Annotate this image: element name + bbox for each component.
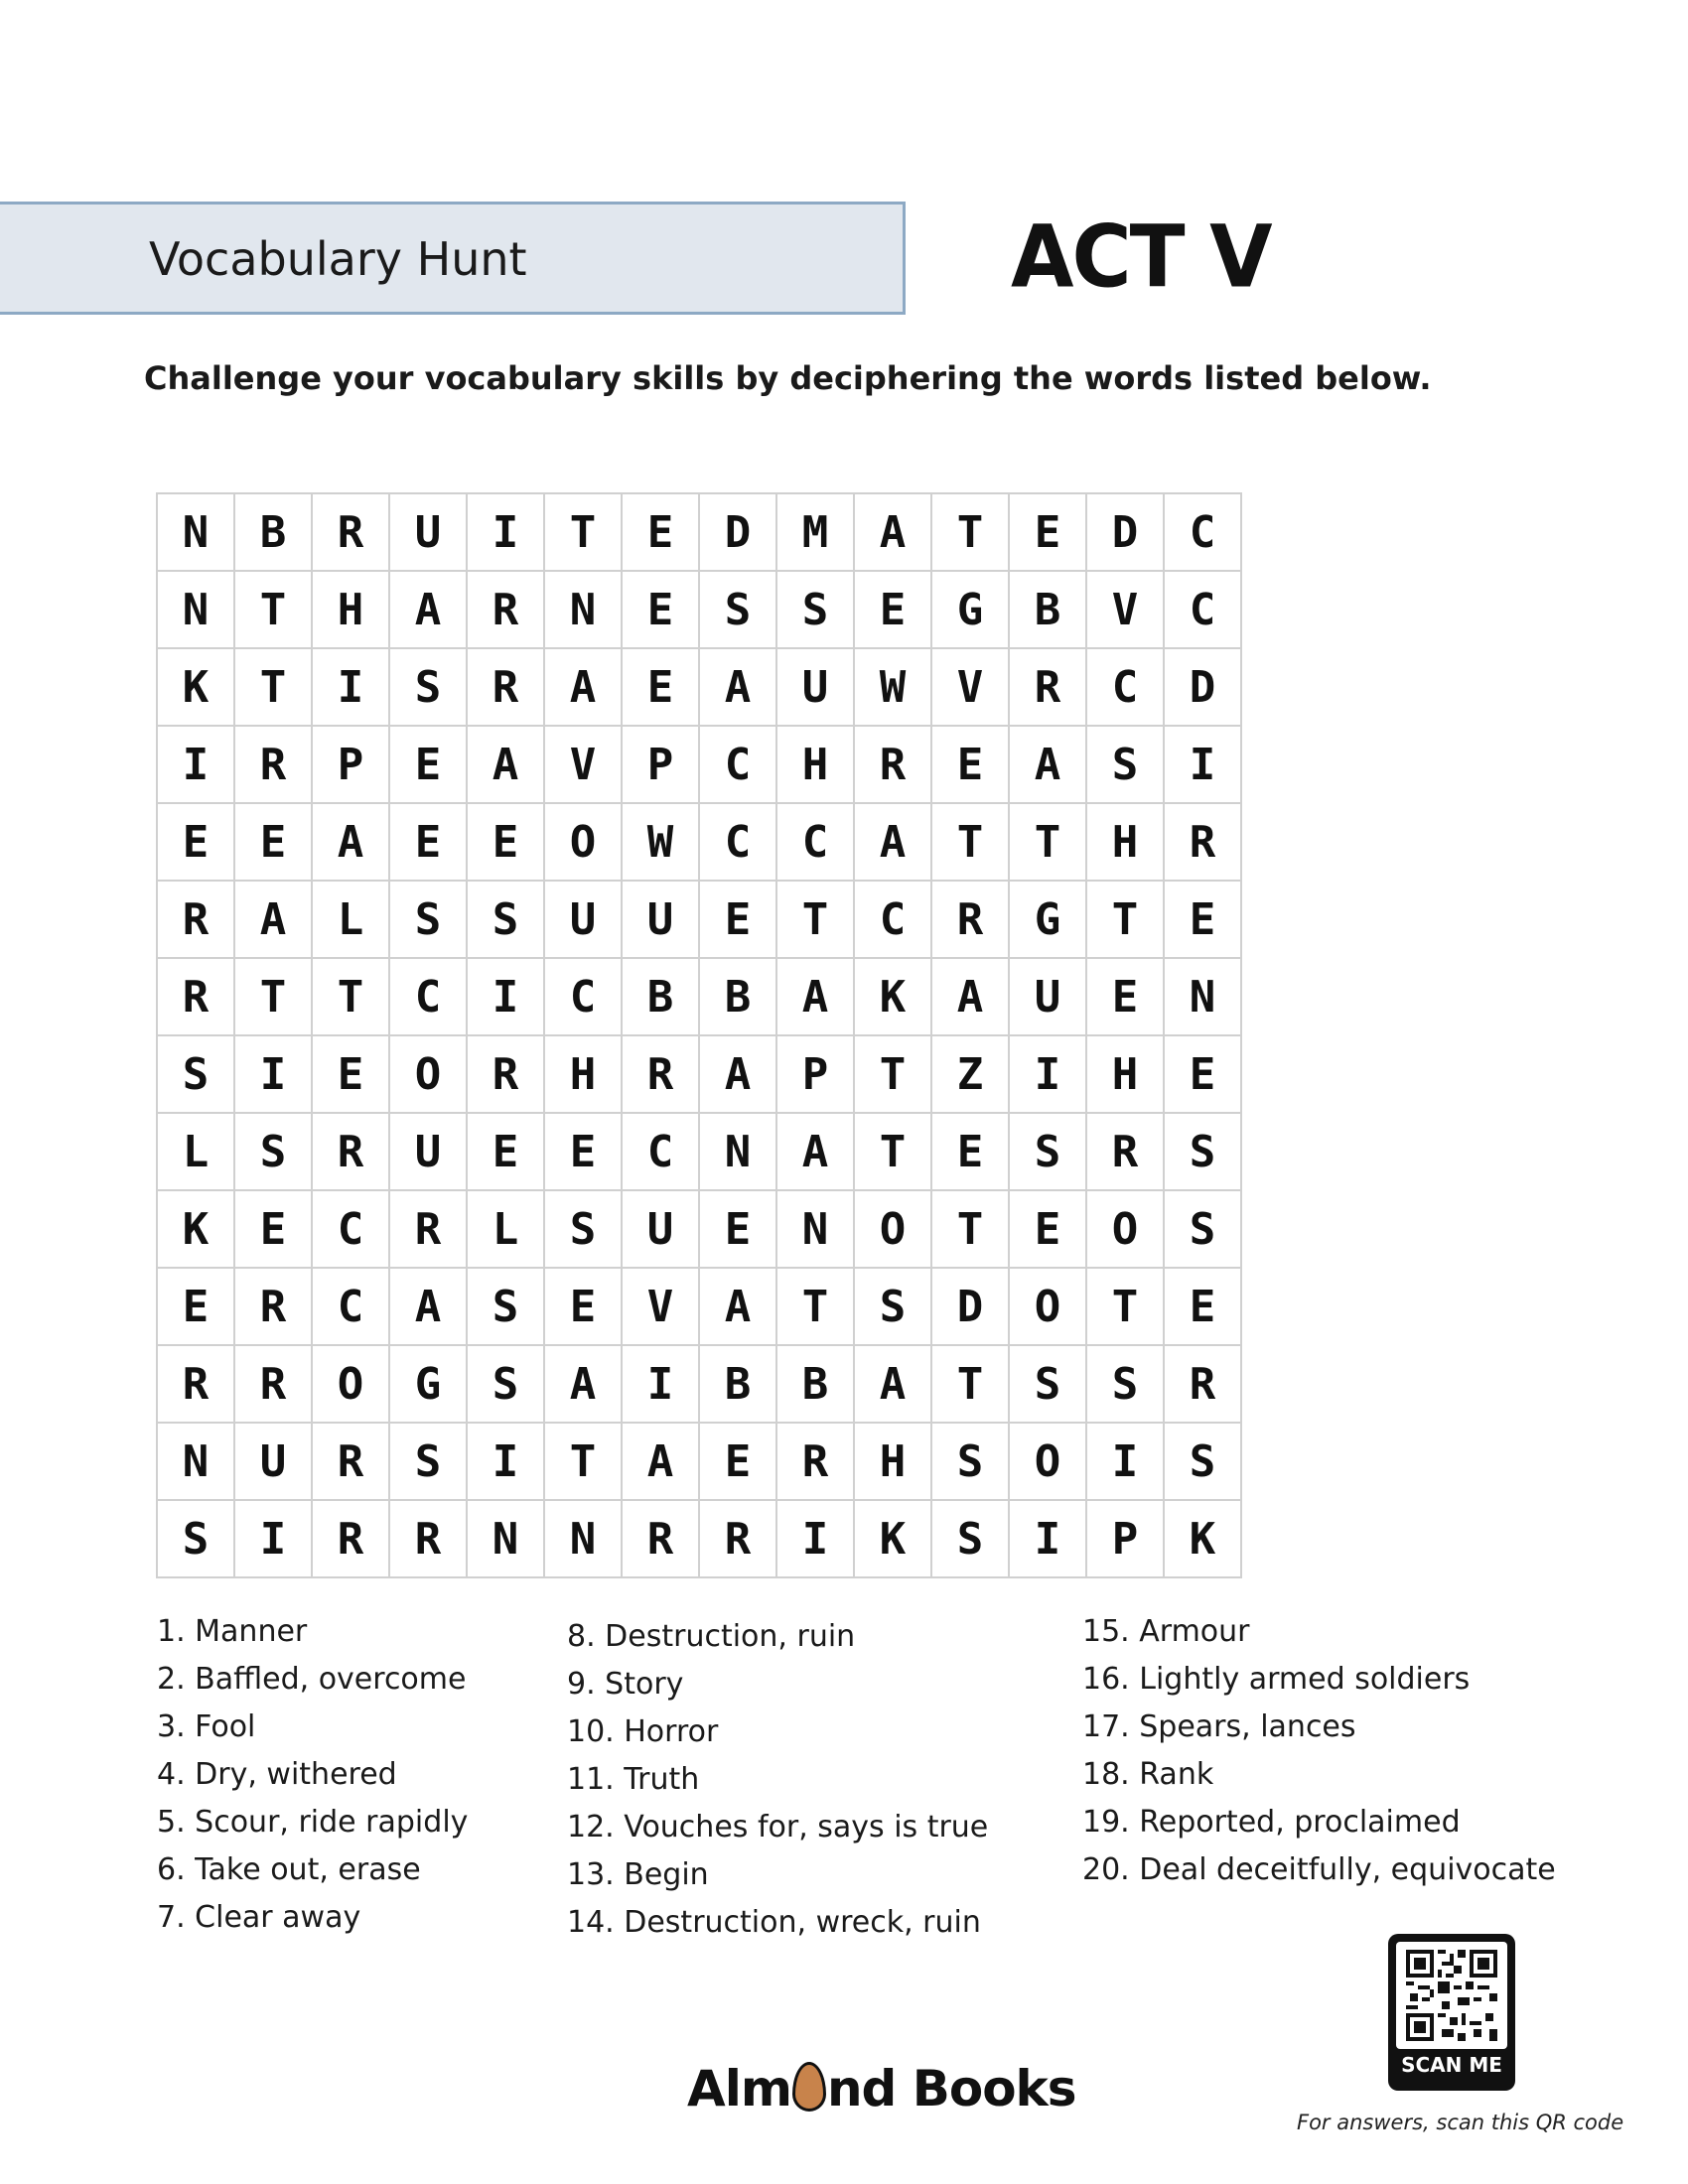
grid-cell[interactable]: L [468,1191,545,1269]
grid-cell[interactable]: R [313,1501,390,1578]
grid-cell[interactable]: V [932,649,1010,727]
grid-cell[interactable]: W [623,804,700,882]
qr-code-icon [1406,1950,1497,2041]
logo-text-left: Alm [687,2060,791,2117]
grid-cell[interactable]: E [235,804,313,882]
grid-cell[interactable]: R [1010,649,1087,727]
grid-cell[interactable]: A [545,1346,623,1424]
clue-item: 18. Rank [1082,1757,1214,1792]
clue-item: 2. Baffled, overcome [157,1662,467,1697]
grid-cell[interactable]: T [235,572,313,649]
clue-item: 1. Manner [157,1614,308,1649]
grid-cell[interactable]: R [235,727,313,804]
grid-cell[interactable]: A [855,804,932,882]
grid-cell[interactable]: S [1087,1346,1165,1424]
grid-cell[interactable]: S [1010,1114,1087,1191]
grid-cell[interactable]: C [700,727,777,804]
grid-cell[interactable]: A [623,1424,700,1501]
grid-cell[interactable]: R [468,1036,545,1114]
grid-cell[interactable]: E [545,1269,623,1346]
grid-cell[interactable]: A [390,572,468,649]
grid-cell[interactable]: C [777,804,855,882]
clue-item: 10. Horror [567,1714,719,1749]
grid-cell[interactable]: A [855,494,932,572]
instructions: Challenge your vocabulary skills by deciphering the words listed below. [144,359,1432,397]
grid-cell[interactable]: I [777,1501,855,1578]
clue-item: 15. Armour [1082,1614,1250,1649]
grid-cell[interactable]: G [932,572,1010,649]
grid-cell[interactable]: P [777,1036,855,1114]
grid-cell[interactable]: O [390,1036,468,1114]
grid-cell[interactable]: S [1165,1424,1242,1501]
grid-cell[interactable]: U [235,1424,313,1501]
grid-cell[interactable]: K [1165,1501,1242,1578]
page-title: Vocabulary Hunt [149,232,527,286]
grid-cell[interactable]: T [545,494,623,572]
clue-item: 9. Story [567,1667,684,1702]
grid-cell[interactable]: E [1165,882,1242,959]
grid-cell[interactable]: C [1165,494,1242,572]
grid-cell[interactable]: S [235,1114,313,1191]
grid-cell[interactable]: V [623,1269,700,1346]
grid-cell[interactable]: I [313,649,390,727]
grid-cell[interactable]: S [932,1501,1010,1578]
clue-item: 4. Dry, withered [157,1757,397,1792]
logo-text-right: nd Books [826,2060,1076,2117]
grid-cell[interactable]: O [855,1191,932,1269]
grid-cell[interactable]: I [1165,727,1242,804]
grid-cell[interactable]: C [1087,649,1165,727]
grid-cell[interactable]: S [700,572,777,649]
grid-cell[interactable]: T [777,882,855,959]
grid-cell[interactable]: D [932,1269,1010,1346]
grid-cell[interactable]: C [1165,572,1242,649]
grid-cell[interactable]: E [700,882,777,959]
grid-cell[interactable]: O [1010,1424,1087,1501]
grid-cell[interactable]: E [390,727,468,804]
almond-books-logo [687,2060,1076,2117]
grid-cell[interactable]: A [313,804,390,882]
grid-cell[interactable]: U [1010,959,1087,1036]
grid-cell[interactable]: I [1010,1501,1087,1578]
grid-cell[interactable]: R [700,1501,777,1578]
grid-cell[interactable]: R [932,882,1010,959]
grid-cell[interactable]: C [313,1269,390,1346]
grid-cell[interactable]: R [390,1191,468,1269]
grid-cell[interactable]: T [855,1036,932,1114]
grid-cell[interactable]: U [545,882,623,959]
clue-item: 17. Spears, lances [1082,1709,1356,1744]
grid-cell[interactable]: E [932,727,1010,804]
grid-cell[interactable]: L [158,1114,235,1191]
grid-cell[interactable]: S [390,649,468,727]
clue-item: 7. Clear away [157,1900,361,1935]
qr-code[interactable] [1388,1934,1515,2091]
grid-cell[interactable]: U [623,882,700,959]
grid-cell[interactable]: T [313,959,390,1036]
grid-cell[interactable]: C [545,959,623,1036]
grid-cell[interactable]: T [855,1114,932,1191]
grid-cell[interactable]: O [545,804,623,882]
grid-cell[interactable]: T [1010,804,1087,882]
grid-cell[interactable]: R [313,1424,390,1501]
clues-column-3 [1082,1608,1556,1894]
grid-cell[interactable]: G [390,1346,468,1424]
grid-cell[interactable]: C [313,1191,390,1269]
clues-column-2 [567,1613,988,1947]
grid-cell[interactable]: N [468,1501,545,1578]
grid-cell[interactable]: U [390,494,468,572]
grid-cell[interactable]: I [1087,1424,1165,1501]
grid-cell[interactable]: P [313,727,390,804]
grid-cell[interactable]: W [855,649,932,727]
grid-cell[interactable]: E [700,1191,777,1269]
grid-cell[interactable]: O [1087,1191,1165,1269]
grid-cell[interactable]: S [468,1269,545,1346]
grid-cell[interactable]: N [545,572,623,649]
grid-cell[interactable]: I [468,494,545,572]
grid-cell[interactable]: R [158,1346,235,1424]
grid-cell[interactable]: A [700,649,777,727]
grid-cell[interactable]: A [1010,727,1087,804]
grid-cell[interactable]: E [623,572,700,649]
grid-cell[interactable]: A [777,1114,855,1191]
grid-cell[interactable]: R [1165,804,1242,882]
grid-cell[interactable]: K [158,1191,235,1269]
grid-cell[interactable]: Z [932,1036,1010,1114]
clue-item: 5. Scour, ride rapidly [157,1805,469,1840]
grid-cell[interactable]: R [158,882,235,959]
grid-cell[interactable]: K [855,959,932,1036]
grid-cell[interactable]: R [623,1036,700,1114]
grid-cell[interactable]: E [1087,959,1165,1036]
grid-cell[interactable]: E [545,1114,623,1191]
grid-cell[interactable]: T [932,494,1010,572]
grid-cell[interactable]: R [855,727,932,804]
grid-cell[interactable]: B [700,1346,777,1424]
clue-item: 20. Deal deceitfully, equivocate [1082,1852,1556,1887]
grid-cell[interactable]: T [545,1424,623,1501]
grid-cell[interactable]: I [468,1424,545,1501]
grid-cell[interactable]: I [1010,1036,1087,1114]
grid-cell[interactable]: K [855,1501,932,1578]
act-heading: ACT V [1011,207,1271,308]
grid-cell[interactable]: I [235,1501,313,1578]
title-banner [0,202,906,315]
grid-cell[interactable]: E [235,1191,313,1269]
grid-cell[interactable]: S [390,1424,468,1501]
grid-cell[interactable]: E [1010,1191,1087,1269]
scan-me-label: SCAN ME [1401,2053,1502,2077]
grid-cell[interactable]: E [1010,494,1087,572]
grid-cell[interactable]: E [1165,1036,1242,1114]
grid-cell[interactable]: S [777,572,855,649]
grid-cell[interactable]: I [158,727,235,804]
grid-cell[interactable]: T [1087,1269,1165,1346]
grid-cell[interactable]: A [777,959,855,1036]
grid-cell[interactable]: V [545,727,623,804]
grid-cell[interactable]: E [158,1269,235,1346]
grid-cell[interactable]: T [932,804,1010,882]
grid-cell[interactable]: H [313,572,390,649]
grid-cell[interactable]: A [468,727,545,804]
grid-cell[interactable]: B [700,959,777,1036]
grid-cell[interactable]: E [623,494,700,572]
grid-cell[interactable]: R [468,572,545,649]
grid-cell[interactable]: N [158,494,235,572]
grid-cell[interactable]: A [855,1346,932,1424]
grid-cell[interactable]: H [855,1424,932,1501]
grid-cell[interactable]: I [623,1346,700,1424]
grid-cell[interactable]: N [545,1501,623,1578]
grid-cell[interactable]: C [700,804,777,882]
grid-cell[interactable]: C [390,959,468,1036]
grid-cell[interactable]: D [1165,649,1242,727]
grid-cell[interactable]: C [855,882,932,959]
grid-cell[interactable]: R [235,1269,313,1346]
grid-cell[interactable]: U [390,1114,468,1191]
grid-cell[interactable]: D [1087,494,1165,572]
grid-cell[interactable]: O [1010,1269,1087,1346]
grid-cell[interactable]: H [545,1036,623,1114]
grid-cell[interactable]: C [623,1114,700,1191]
grid-cell[interactable]: B [777,1346,855,1424]
clue-item: 14. Destruction, wreck, ruin [567,1905,981,1940]
grid-cell[interactable]: H [1087,804,1165,882]
grid-cell[interactable]: G [1010,882,1087,959]
grid-cell[interactable]: R [158,959,235,1036]
clue-item: 11. Truth [567,1762,700,1797]
qr-caption: For answers, scan this QR code [1297,2111,1624,2134]
grid-cell[interactable]: O [313,1346,390,1424]
grid-cell[interactable]: T [1087,882,1165,959]
grid-cell[interactable]: S [1087,727,1165,804]
grid-cell[interactable]: T [235,649,313,727]
grid-cell[interactable]: A [700,1036,777,1114]
grid-cell[interactable]: N [158,1424,235,1501]
grid-cell[interactable]: U [777,649,855,727]
grid-cell[interactable]: E [468,1114,545,1191]
grid-cell[interactable]: I [468,959,545,1036]
grid-cell[interactable]: V [1087,572,1165,649]
grid-cell[interactable]: E [158,804,235,882]
grid-cell[interactable]: S [932,1424,1010,1501]
almond-icon [792,2062,826,2112]
grid-cell[interactable]: P [1087,1501,1165,1578]
grid-cell[interactable]: N [158,572,235,649]
clues-column-1 [157,1608,468,1942]
grid-cell[interactable]: T [235,959,313,1036]
clue-item: 19. Reported, proclaimed [1082,1805,1461,1840]
clue-item: 16. Lightly armed soldiers [1082,1662,1471,1697]
grid-cell[interactable]: N [700,1114,777,1191]
grid-cell[interactable]: T [777,1269,855,1346]
grid-cell[interactable]: S [1010,1346,1087,1424]
grid-cell[interactable]: D [700,494,777,572]
grid-cell[interactable]: E [623,649,700,727]
grid-cell[interactable]: H [1087,1036,1165,1114]
grid-cell[interactable]: S [158,1501,235,1578]
grid-cell[interactable]: E [700,1424,777,1501]
grid-cell[interactable]: A [932,959,1010,1036]
clue-item: 13. Begin [567,1857,709,1892]
grid-cell[interactable]: A [700,1269,777,1346]
grid-cell[interactable]: P [623,727,700,804]
grid-cell[interactable]: R [313,1114,390,1191]
grid-cell[interactable]: T [932,1191,1010,1269]
grid-cell[interactable]: A [390,1269,468,1346]
grid-cell[interactable]: R [313,494,390,572]
grid-cell[interactable]: S [390,882,468,959]
grid-cell[interactable]: B [623,959,700,1036]
grid-cell[interactable]: E [313,1036,390,1114]
grid-cell[interactable]: E [468,804,545,882]
grid-cell[interactable]: B [1010,572,1087,649]
grid-cell[interactable]: R [468,649,545,727]
grid-cell[interactable]: U [623,1191,700,1269]
grid-cell[interactable]: S [468,1346,545,1424]
qr-code-image [1396,1942,1507,2049]
grid-cell[interactable]: N [777,1191,855,1269]
clue-item: 8. Destruction, ruin [567,1619,856,1654]
grid-cell[interactable]: S [1165,1191,1242,1269]
grid-cell[interactable]: E [855,572,932,649]
grid-cell[interactable]: L [313,882,390,959]
grid-cell[interactable]: S [1165,1114,1242,1191]
grid-cell[interactable]: R [1087,1114,1165,1191]
grid-cell[interactable]: B [235,494,313,572]
grid-cell[interactable]: T [932,1346,1010,1424]
grid-cell[interactable]: R [235,1346,313,1424]
clue-item: 3. Fool [157,1709,256,1744]
word-search-grid [156,492,1242,1578]
grid-cell[interactable]: M [777,494,855,572]
grid-cell[interactable]: R [777,1424,855,1501]
grid-cell[interactable]: S [158,1036,235,1114]
grid-cell[interactable]: I [235,1036,313,1114]
grid-cell[interactable]: R [1165,1346,1242,1424]
grid-cell[interactable]: A [235,882,313,959]
grid-cell[interactable]: R [390,1501,468,1578]
grid-cell[interactable]: N [1165,959,1242,1036]
grid-cell[interactable]: E [390,804,468,882]
clue-item: 12. Vouches for, says is true [567,1810,989,1844]
grid-cell[interactable]: S [468,882,545,959]
grid-cell[interactable]: A [545,649,623,727]
grid-cell[interactable]: K [158,649,235,727]
grid-cell[interactable]: R [623,1501,700,1578]
grid-cell[interactable]: E [932,1114,1010,1191]
clue-item: 6. Take out, erase [157,1852,421,1887]
grid-cell[interactable]: S [855,1269,932,1346]
grid-cell[interactable]: S [545,1191,623,1269]
grid-cell[interactable]: H [777,727,855,804]
grid-cell[interactable]: E [1165,1269,1242,1346]
